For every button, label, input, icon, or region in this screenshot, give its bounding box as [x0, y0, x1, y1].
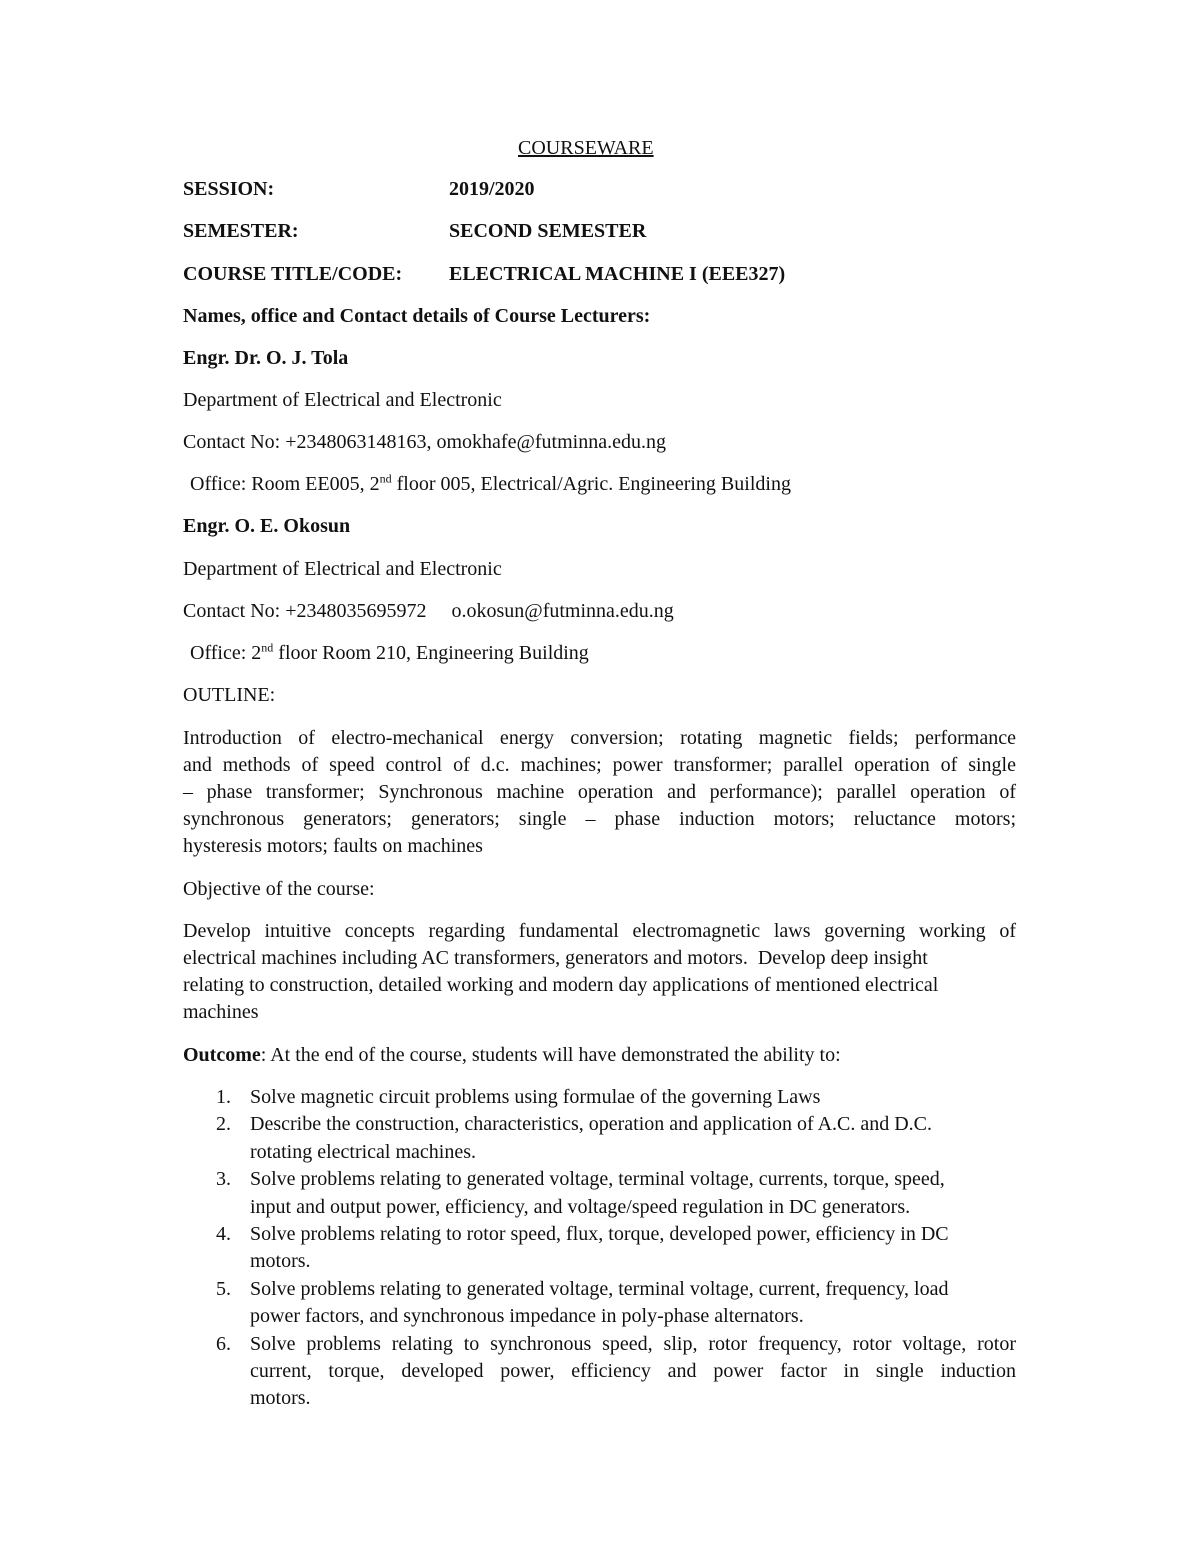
list-item — [183, 1111, 1016, 1166]
lecturers-heading: Names, office and Contact details of Course Lecturers: — [183, 305, 651, 327]
outline-label: OUTLINE: — [183, 684, 276, 706]
list-item-text: Solve problems relating to synchronous speed, slip, rotor frequency, rotor voltage, rotor — [250, 1332, 1016, 1355]
list-item — [183, 1276, 1016, 1331]
session-value: 2019/2020 — [449, 178, 535, 200]
office-text: floor 005, Electrical/Agric. Engineering Building — [391, 473, 791, 495]
list-item — [183, 1221, 1016, 1276]
list-item-text: Solve magnetic circuit problems using formulae of the governing Laws — [250, 1086, 821, 1108]
office-superscript: nd — [261, 640, 274, 655]
course-label: COURSE TITLE/CODE: — [183, 263, 403, 285]
outline-line: Introduction of electro-mechanical energy conversion; rotating magnetic fields; performance — [183, 727, 1016, 749]
list-item-text: Solve problems relating to generated voltage, terminal voltage, currents, torque, speed, — [250, 1168, 945, 1191]
course-value: ELECTRICAL MACHINE I (EEE327) — [449, 263, 786, 285]
document-heading: COURSEWARE — [518, 137, 654, 159]
objective-label: Objective of the course: — [183, 878, 375, 900]
list-item-text: Describe the construction, characteristics, operation and application of A.C. and D.C. — [250, 1113, 933, 1136]
semester-value: SECOND SEMESTER — [449, 220, 647, 242]
lecturer-office — [190, 472, 791, 496]
list-number: 4. — [216, 1223, 231, 1246]
outcome-intro-text: : At the end of the course, students will have demonstrated the ability to: — [260, 1044, 841, 1066]
outcome-intro — [183, 1043, 841, 1067]
list-item-text: Solve problems relating to rotor speed, flux, torque, developed power, efficiency in DC — [250, 1223, 949, 1246]
list-number: 1. — [216, 1086, 231, 1108]
office-superscript: nd — [379, 471, 392, 486]
list-item-text: power factors, and synchronous impedance in poly-phase alternators. — [250, 1305, 804, 1328]
list-item — [183, 1166, 1016, 1221]
office-text: Office: 2 — [190, 642, 262, 664]
lecturer-contact: Contact No: +2348035695972 o.okosun@futminna.edu.ng — [183, 600, 674, 622]
objective-line: electrical machines including AC transformers, generators and motors. Develop deep insight — [183, 947, 928, 969]
session-label: SESSION: — [183, 178, 275, 200]
objective-line: relating to construction, detailed working and modern day applications of mentioned electrical — [183, 974, 939, 996]
objective-line: machines — [183, 1001, 259, 1023]
list-item-text: input and output power, efficiency, and voltage/speed regulation in DC generators. — [250, 1195, 911, 1218]
list-item — [183, 1331, 1016, 1413]
objective-paragraph — [183, 918, 1016, 1026]
list-number: 6. — [216, 1332, 231, 1355]
outline-line: – phase transformer; Synchronous machine operation and performance); parallel operation of — [183, 781, 1016, 803]
outline-line: hysteresis motors; faults on machines — [183, 835, 483, 857]
lecturer-department: Department of Electrical and Electronic — [183, 558, 502, 580]
list-number: 3. — [216, 1168, 231, 1191]
outline-line: and methods of speed control of d.c. machines; power transformer; parallel operation of single — [183, 754, 1016, 776]
outcomes-list — [183, 1084, 1016, 1413]
list-number: 5. — [216, 1277, 231, 1300]
lecturer-office — [190, 641, 589, 665]
lecturer-name: Engr. Dr. O. J. Tola — [183, 347, 349, 369]
outcome-label: Outcome — [183, 1044, 261, 1066]
list-item-text: motors. — [250, 1387, 311, 1410]
list-item-text: Solve problems relating to generated voltage, terminal voltage, current, frequency, load — [250, 1277, 949, 1300]
lecturer-department: Department of Electrical and Electronic — [183, 389, 502, 411]
list-number: 2. — [216, 1113, 231, 1136]
list-item — [183, 1084, 1016, 1111]
outline-paragraph — [183, 725, 1016, 860]
list-item-text: rotating electrical machines. — [250, 1140, 477, 1163]
objective-line: Develop intuitive concepts regarding fundamental electromagnetic laws governing working of — [183, 920, 1016, 942]
lecturer-contact: Contact No: +2348063148163, omokhafe@futminna.edu.ng — [183, 431, 666, 453]
lecturer-name: Engr. O. E. Okosun — [183, 515, 351, 537]
office-text: floor Room 210, Engineering Building — [273, 642, 589, 664]
outline-line: synchronous generators; generators; single – phase induction motors; reluctance motors; — [183, 808, 1016, 830]
list-item-text: motors. — [250, 1250, 311, 1273]
office-text: Office: Room EE005, 2 — [190, 473, 380, 495]
list-item-text: current, torque, developed power, efficiency and power factor in single induction — [250, 1360, 1016, 1383]
semester-label: SEMESTER: — [183, 220, 299, 242]
